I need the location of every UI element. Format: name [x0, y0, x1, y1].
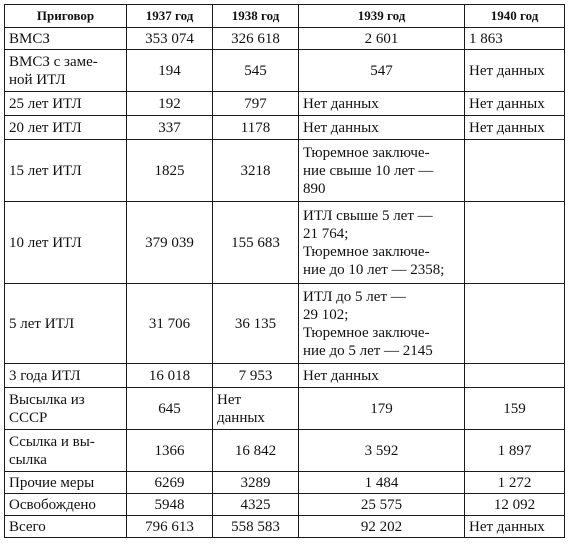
table-row [5, 388, 565, 430]
cell-1940: Нет данных [465, 116, 565, 140]
cell-1939: Нет данных [299, 92, 465, 116]
header-1939: 1939 год [299, 5, 465, 28]
cell-1940 [465, 284, 565, 364]
table-row [5, 430, 565, 472]
row-label: 20 лет ИТЛ [5, 116, 127, 140]
cell-1940: Нет данных [465, 516, 565, 538]
table-row [5, 28, 565, 50]
row-label: Прочие меры [5, 472, 127, 494]
cell-1938: 3218 [213, 140, 299, 202]
cell-1940: 1 863 [465, 28, 565, 50]
header-sentence: Приговор [5, 5, 127, 28]
table-row [5, 472, 565, 494]
cell-1940 [465, 202, 565, 284]
cell-1939: Нет данных [299, 364, 465, 388]
table-row [5, 50, 565, 92]
cell-1939: 92 202 [299, 516, 465, 538]
cell-1937: 796 613 [127, 516, 213, 538]
table-row [5, 494, 565, 516]
row-label: 25 лет ИТЛ [5, 92, 127, 116]
table-row [5, 140, 565, 202]
table-row [5, 116, 565, 140]
cell-1940: Нет данных [465, 92, 565, 116]
cell-1939: 3 592 [299, 430, 465, 472]
row-label: Освобождено [5, 494, 127, 516]
header-row [5, 5, 565, 28]
row-label: 3 года ИТЛ [5, 364, 127, 388]
cell-1937: 1366 [127, 430, 213, 472]
cell-1939: 1 484 [299, 472, 465, 494]
cell-1939: Нет данных [299, 116, 465, 140]
cell-1940: 1 272 [465, 472, 565, 494]
cell-1937: 194 [127, 50, 213, 92]
header-1937: 1937 год [127, 5, 213, 28]
row-label: 5 лет ИТЛ [5, 284, 127, 364]
table-row [5, 364, 565, 388]
cell-1938: 7 953 [213, 364, 299, 388]
row-label: Высылка из СССР [5, 388, 127, 430]
cell-1938: 3289 [213, 472, 299, 494]
cell-1937: 5948 [127, 494, 213, 516]
cell-1940 [465, 140, 565, 202]
table-row [5, 202, 565, 284]
cell-1937: 1825 [127, 140, 213, 202]
cell-1938: 1178 [213, 116, 299, 140]
cell-1940 [465, 364, 565, 388]
cell-1938: 326 618 [213, 28, 299, 50]
cell-1939: ИТЛ до 5 лет — 29 102; Тюремное заключе- ние до 5 лет — 2145 [299, 284, 465, 364]
cell-1939: Тюремное заключе- ние свыше 10 лет — 890 [299, 140, 465, 202]
cell-1937: 645 [127, 388, 213, 430]
row-label: Всего [5, 516, 127, 538]
cell-1937: 353 074 [127, 28, 213, 50]
cell-1940: 1 897 [465, 430, 565, 472]
cell-1938: 16 842 [213, 430, 299, 472]
table-row [5, 516, 565, 538]
cell-1939: 2 601 [299, 28, 465, 50]
cell-1938: Нет данных [213, 388, 299, 430]
table-row [5, 92, 565, 116]
cell-1937: 379 039 [127, 202, 213, 284]
cell-1937: 6269 [127, 472, 213, 494]
cell-1937: 337 [127, 116, 213, 140]
cell-1937: 31 706 [127, 284, 213, 364]
row-label: ВМСЗ с заме- ной ИТЛ [5, 50, 127, 92]
row-label: 10 лет ИТЛ [5, 202, 127, 284]
cell-1937: 192 [127, 92, 213, 116]
cell-1938: 558 583 [213, 516, 299, 538]
cell-1939: ИТЛ свыше 5 лет — 21 764; Тюремное заключе- ние до 10 лет — 2358; [299, 202, 465, 284]
row-label: ВМСЗ [5, 28, 127, 50]
cell-1940: Нет данных [465, 50, 565, 92]
cell-1938: 155 683 [213, 202, 299, 284]
cell-1939: 179 [299, 388, 465, 430]
cell-1937: 16 018 [127, 364, 213, 388]
cell-1938: 4325 [213, 494, 299, 516]
cell-1940: 12 092 [465, 494, 565, 516]
cell-1939: 25 575 [299, 494, 465, 516]
row-label: 15 лет ИТЛ [5, 140, 127, 202]
cell-1938: 797 [213, 92, 299, 116]
table-row [5, 284, 565, 364]
header-1940: 1940 год [465, 5, 565, 28]
header-1938: 1938 год [213, 5, 299, 28]
cell-1938: 36 135 [213, 284, 299, 364]
cell-1940: 159 [465, 388, 565, 430]
cell-1939: 547 [299, 50, 465, 92]
cell-1938: 545 [213, 50, 299, 92]
row-label: Ссылка и вы- сылка [5, 430, 127, 472]
sentences-table [4, 4, 565, 538]
